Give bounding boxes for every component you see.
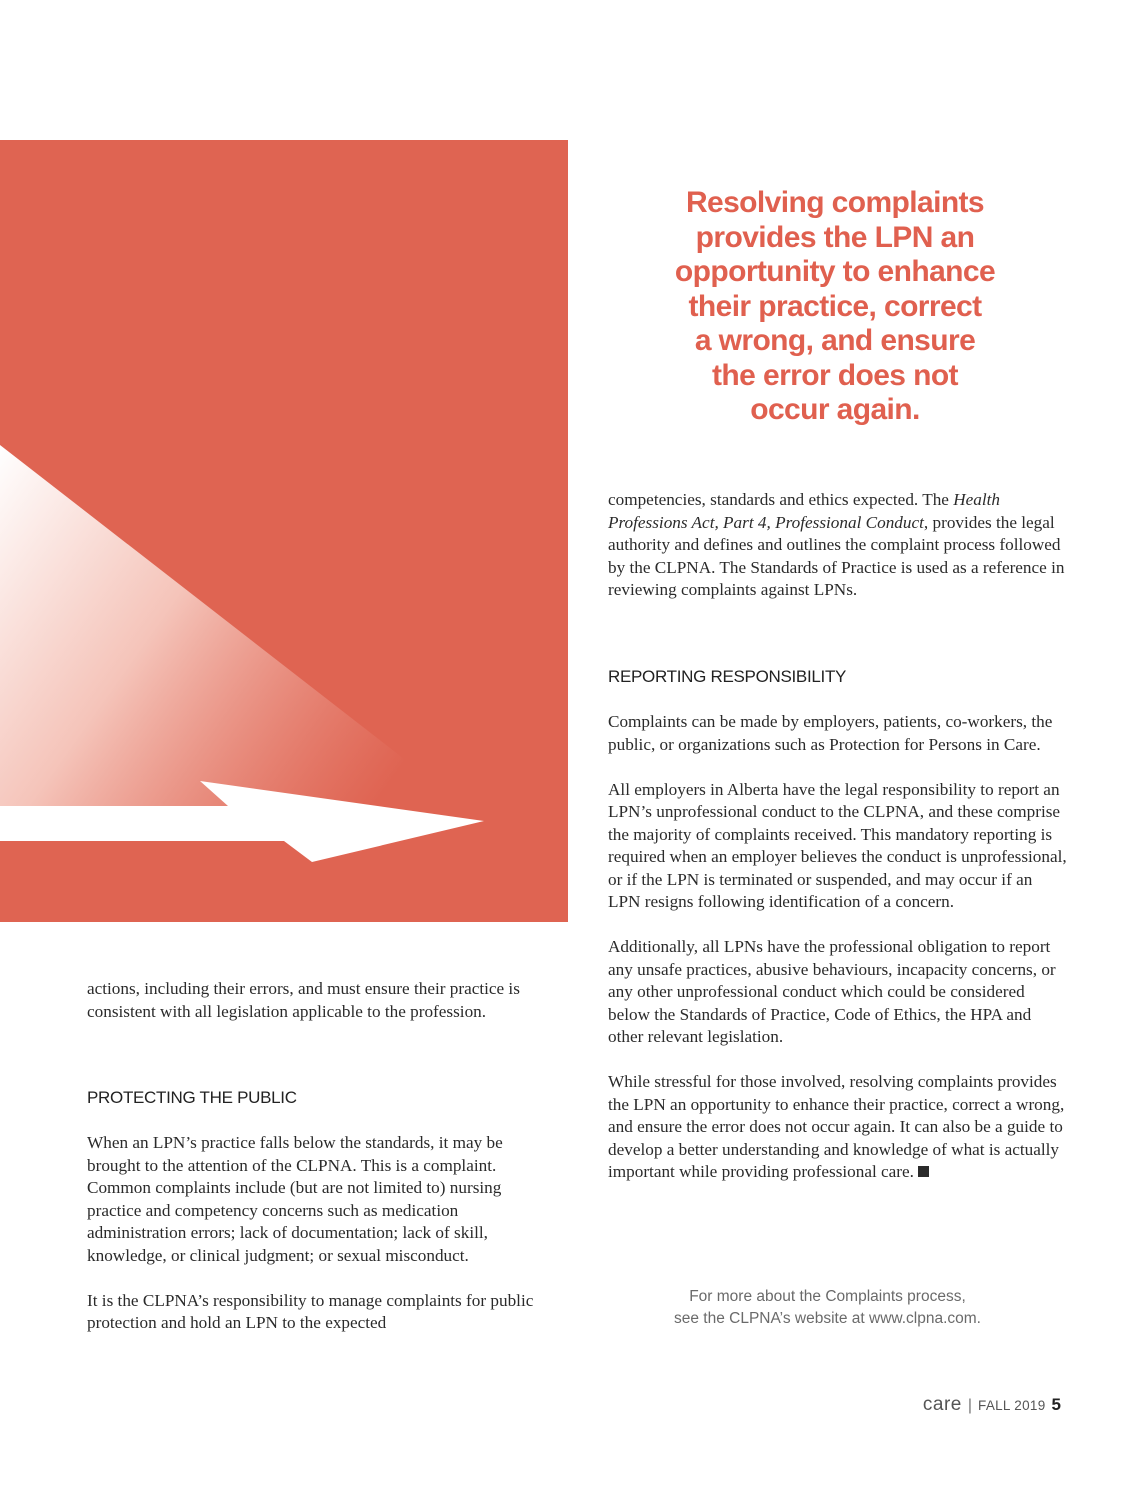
protecting-section — [87, 1132, 537, 1335]
page-number: 5 — [1051, 1395, 1061, 1414]
pull-quote-line: Resolving complaints — [685, 186, 985, 219]
pull-quote-line: the error does not — [712, 358, 958, 392]
body-paragraph-text: While stressful for those involved, resolving complaints provides the LPN an opportunity to enhance their practice, correct a wrong, and ensure the error does not occur again. It can also be a guide to develop a better understanding and knowledge of what is actually important while providing professional care. — [608, 1072, 1065, 1181]
more-info-line: see the CLPNA’s website at www.clpna.com. — [674, 1310, 981, 1327]
more-info-note — [630, 1286, 1025, 1330]
footer-separator: | — [967, 1397, 973, 1414]
reporting-section — [608, 711, 1068, 1184]
pull-quote-line: their practice, correct — [688, 289, 982, 323]
pull-quote-line: provides the LPN an — [695, 220, 975, 254]
pull-quote-line: occur again. — [750, 393, 920, 426]
right-column — [608, 489, 1068, 602]
pull-quote-line: a wrong, and ensure — [694, 324, 976, 357]
left-column-intro — [87, 978, 537, 1023]
intro-text: competencies, standards and ethics expected. The — [608, 490, 949, 509]
pull-quote — [640, 186, 1030, 428]
magazine-name: care — [922, 1394, 962, 1415]
end-mark-icon — [918, 1166, 929, 1177]
section-heading-reporting: REPORTING RESPONSIBILITY — [608, 667, 847, 686]
body-paragraph: actions, including their errors, and must ensure their practice is consistent with all legislation applicable to the profession. — [87, 979, 520, 1021]
decorative-arrow-graphic — [0, 140, 568, 922]
body-paragraph: When an LPN’s practice falls below the standards, it may be brought to the attention of the CLPNA. This is a complaint. Common complaints include (but are not limited to) nursing practice and competency concerns such as medication administration errors; lack of documentation; lack of skill, knowledge, or clinical judgment; or sexual misconduct. — [87, 1133, 503, 1265]
page-footer — [923, 1394, 1061, 1416]
body-paragraph: Additionally, all LPNs have the professional obligation to report any unsafe practices, abusive behaviours, incapacity concerns, or any other unprofessional conduct which could be considered below the Standards of Practice, Code of Ethics, the HPA and other relevant legislation. — [608, 937, 1056, 1046]
body-paragraph: Complaints can be made by employers, patients, co-workers, the public, or organizations such as Protection for Persons in Care. — [608, 712, 1053, 754]
more-info-line: For more about the Complaints process, — [689, 1288, 966, 1305]
body-paragraph: All employers in Alberta have the legal responsibility to report an LPN’s unprofessional conduct to the CLPNA, and these comprise the majority of complaints received. This mandatory reporting is required when an employer believes the conduct is unprofessional, or if the LPN is terminated or suspended, and may occur if an LPN resigns following identification of a concern. — [608, 779, 1067, 911]
intro-paragraph — [608, 489, 1068, 602]
pull-quote-line: opportunity to enhance — [674, 255, 996, 288]
intro-text-cont: , provides the legal authority and defines and outlines the complaint process followed by the CLPNA. The Standards of Practice is used as a reference in reviewing complaints against LPNs. — [608, 512, 1065, 599]
body-paragraph: It is the CLPNA’s responsibility to manage complaints for public protection and hold an LPN to the expected — [87, 1290, 534, 1332]
issue-label: FALL 2019 — [978, 1398, 1046, 1413]
body-paragraph-last — [608, 1071, 1068, 1184]
section-heading-protecting: PROTECTING THE PUBLIC — [87, 1088, 297, 1107]
act-title: Health Professions Act, Part 4, Professional Conduct — [608, 490, 1000, 532]
